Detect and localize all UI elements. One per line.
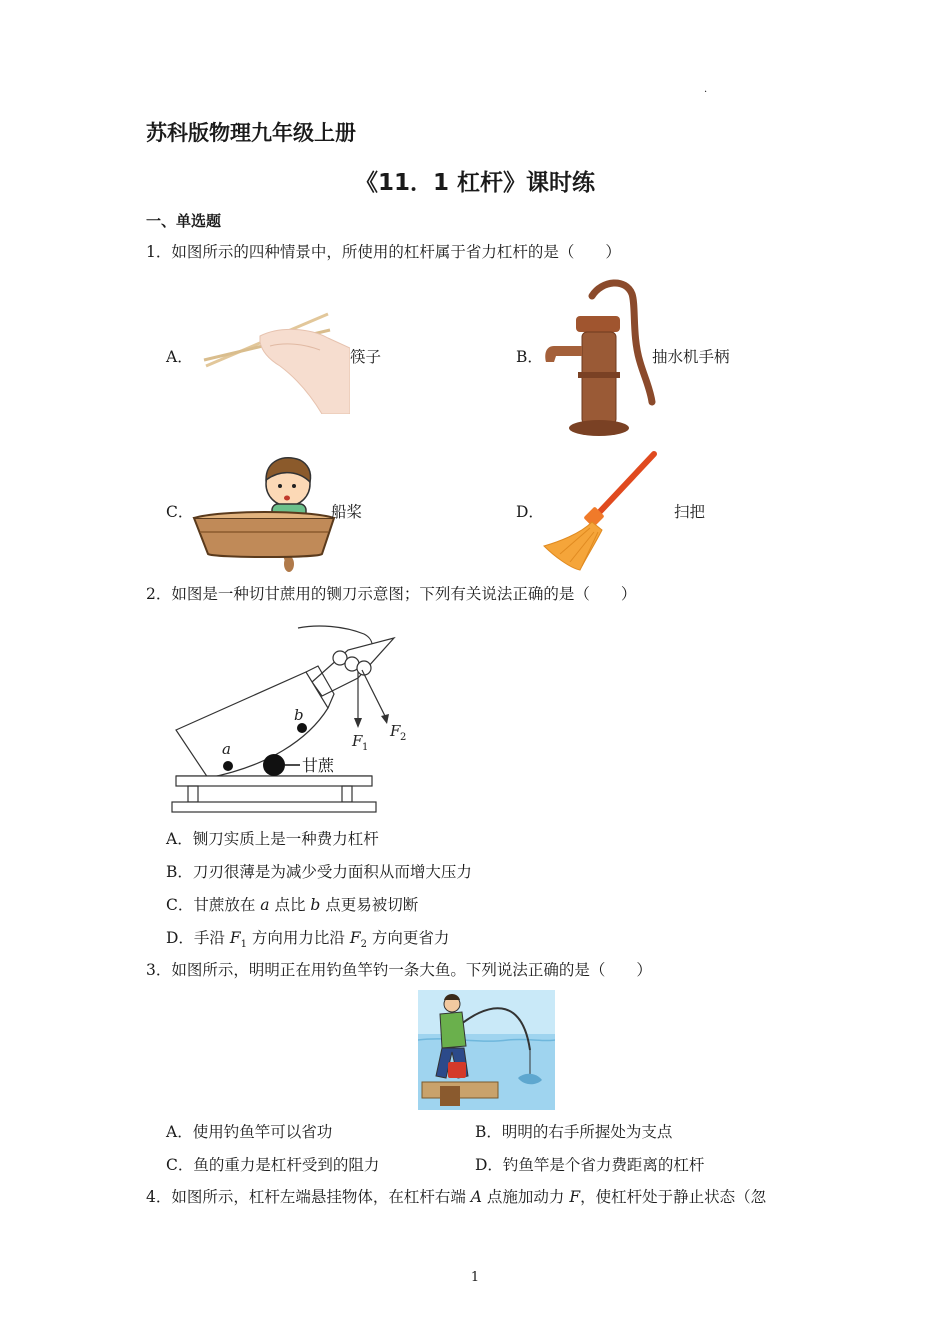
q3-option-a: A．使用钓鱼竿可以省功 [166,1123,333,1141]
q1-option-d-letter: D． [516,503,544,521]
force-f2-subscript: 2 [400,732,407,743]
force-f1-subscript: 1 [362,742,369,753]
point-a-label: a [222,740,231,758]
q2-option-d: D．手沿 $F_1$ 方向用力比沿 $F_2$ 方向更省力 [166,929,450,951]
q2-option-c: C．甘蔗放在 a 点比 b 点更易被切断 [166,896,419,914]
water-pump-image [540,276,665,440]
point-b-label: b [294,706,304,724]
q1-option-d-caption: 扫把 [674,503,706,521]
sugarcane-label: 甘蔗 [302,756,335,775]
force-f2-label: F [390,722,401,740]
q2-stem: 2．如图是一种切甘蔗用的铡刀示意图；下列有关说法正确的是（ ） [146,585,637,603]
q4-stem: 4．如图所示，杠杆左端悬挂物体，在杠杆右端 A 点施加动力 F，使杠杆处于静止状态（忽 [146,1188,767,1206]
q3-option-d: D．钓鱼竿是个省力费距离的杠杆 [475,1156,705,1174]
document-title-series: 苏科版物理九年级上册 [146,121,356,145]
q1-option-c-caption: 船桨 [331,503,363,521]
corner-dot: . [704,84,708,95]
q1-option-a-letter: A． [166,348,193,366]
q2-option-b: B．刀刃很薄是为减少受力面积从而增大压力 [166,863,472,881]
q2-option-a: A．铡刀实质上是一种费力杠杆 [166,830,379,848]
q1-option-b-caption: 抽水机手柄 [652,348,730,366]
fishing-image [418,990,555,1110]
q1-option-a-caption: 筷子 [350,348,382,366]
broom-image [540,450,660,574]
rowing-boat-image [190,446,336,572]
page-number: 1 [470,1270,480,1285]
document-title-lesson: 《11．1 杠杆》课时练 [354,170,596,196]
q3-stem: 3．如图所示，明明正在用钓鱼竿钓一条大鱼。下列说法正确的是（ ） [146,961,652,979]
section-heading: 一、单选题 [146,212,222,230]
force-f1-label: F [352,732,363,750]
chopsticks-hand-image [200,308,350,414]
q1-option-b-letter: B． [516,348,543,366]
q3-option-c: C．鱼的重力是杠杆受到的阻力 [166,1156,380,1174]
q3-option-b: B．明明的右手所握处为支点 [475,1123,673,1141]
sugarcane-cutter-diagram [168,620,410,816]
q1-option-c-letter: C． [166,503,194,521]
q1-stem: 1．如图所示的四种情景中，所使用的杠杆属于省力杠杆的是（ ） [146,243,621,261]
